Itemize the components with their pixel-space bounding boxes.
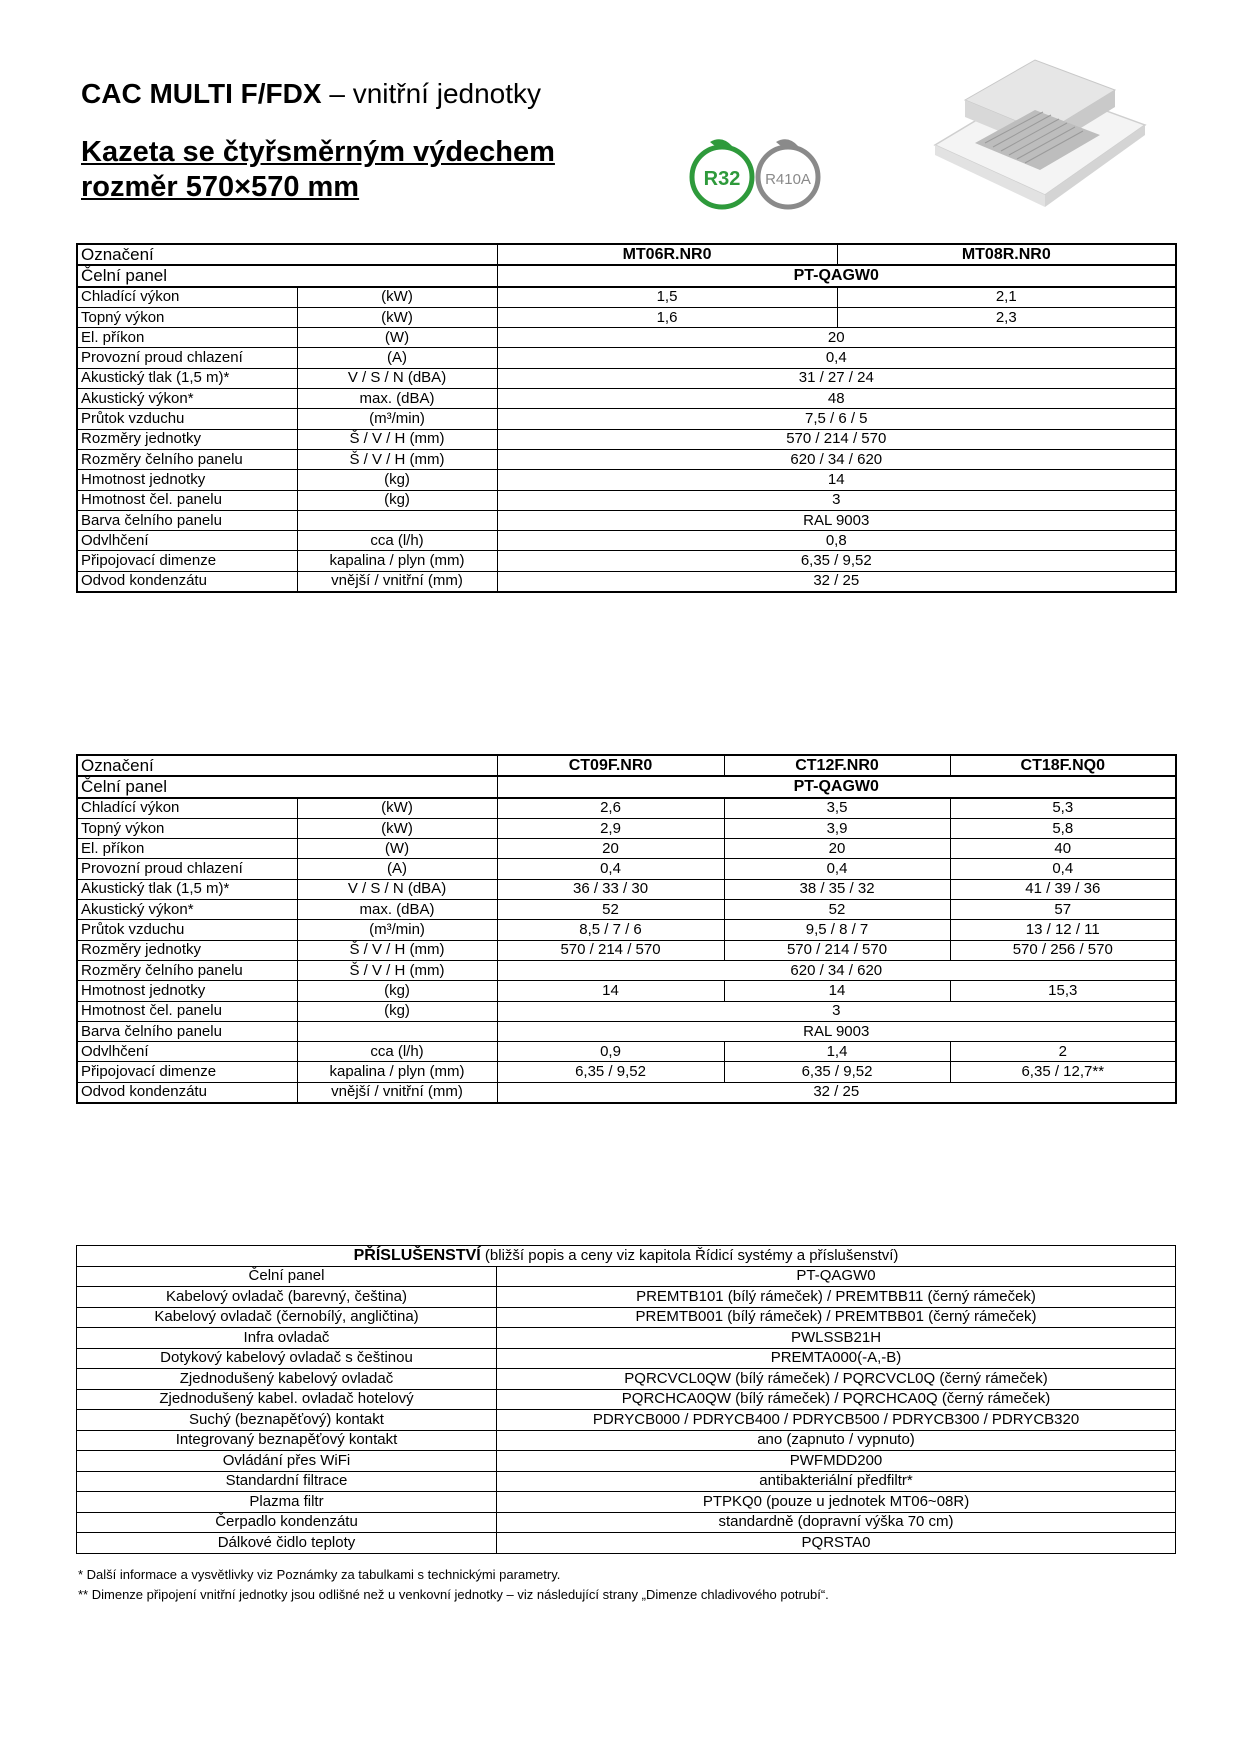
row-label: Odvod kondenzátu	[77, 571, 297, 592]
cell-value: 620 / 34 / 620	[497, 449, 1176, 469]
table-row	[77, 818, 1176, 838]
table-row	[77, 1492, 1176, 1513]
cell-value: 6,35 / 9,52	[497, 551, 1176, 571]
row-unit	[297, 510, 497, 530]
row-unit: Š / V / H (mm)	[297, 429, 497, 449]
accessory-value: antibakteriální předfiltr*	[497, 1471, 1176, 1492]
table-row	[77, 1348, 1176, 1369]
row-label: Připojovací dimenze	[77, 1062, 297, 1082]
row-unit: V / S / N (dBA)	[297, 368, 497, 388]
row-unit: kapalina / plyn (mm)	[297, 551, 497, 571]
table-row	[77, 776, 1176, 797]
cell-value: 0,8	[497, 531, 1176, 551]
cell-value: 6,35 / 9,52	[724, 1062, 950, 1082]
row-label: Provozní proud chlazení	[77, 348, 297, 368]
row-unit: vnější / vnitřní (mm)	[297, 1082, 497, 1103]
cell-value: 32 / 25	[497, 571, 1176, 592]
accessory-name: Standardní filtrace	[77, 1471, 497, 1492]
panel-model: PT-QAGW0	[497, 776, 1176, 797]
model-header: CT09F.NR0	[497, 755, 724, 776]
table-row	[77, 1533, 1176, 1554]
accessory-value: PWLSSB21H	[497, 1328, 1176, 1349]
row-unit: (A)	[297, 348, 497, 368]
cassette-unit-image	[915, 55, 1155, 225]
accessory-name: Dálkové čidlo teploty	[77, 1533, 497, 1554]
cell-value: 2	[950, 1042, 1176, 1062]
row-label: Akustický výkon*	[77, 389, 297, 409]
table-row	[77, 307, 1176, 327]
table-row	[77, 348, 1176, 368]
row-label: El. příkon	[77, 839, 297, 859]
cell-value: 0,4	[950, 859, 1176, 879]
table-row	[77, 859, 1176, 879]
cell-value: 1,4	[724, 1042, 950, 1062]
footnote-2: ** Dimenze připojení vnitřní jednotky jsou odlišné než u venkovní jednotky – viz následující strany „Dimenze chladivového potrubí“.	[78, 1587, 829, 1602]
cell-value: 620 / 34 / 620	[497, 960, 1176, 980]
table-row	[77, 1082, 1176, 1103]
r410a-leaf-icon	[758, 139, 818, 207]
row-label: Průtok vzduchu	[77, 920, 297, 940]
cell-value: 7,5 / 6 / 5	[497, 409, 1176, 429]
cell-value: RAL 9003	[497, 510, 1176, 530]
cell-value: 570 / 214 / 570	[497, 429, 1176, 449]
accessory-value: PQRCVCL0QW (bílý rámeček) / PQRCVCL0Q (černý rámeček)	[497, 1369, 1176, 1390]
cell-value: 0,4	[724, 859, 950, 879]
cell-value: 31 / 27 / 24	[497, 368, 1176, 388]
row-label: Topný výkon	[77, 307, 297, 327]
row-label: Akustický tlak (1,5 m)*	[77, 879, 297, 899]
r32-label: R32	[703, 168, 741, 190]
table-row	[77, 1430, 1176, 1451]
table-row	[77, 1287, 1176, 1308]
accessory-value: PTPKQ0 (pouze u jednotek MT06~08R)	[497, 1492, 1176, 1513]
cell-value: 36 / 33 / 30	[497, 879, 724, 899]
table-row	[77, 1369, 1176, 1390]
row-unit: Š / V / H (mm)	[297, 940, 497, 960]
label-oznaceni: Označení	[77, 755, 497, 776]
row-unit: kapalina / plyn (mm)	[297, 1062, 497, 1082]
table-row	[77, 551, 1176, 571]
table-row	[77, 1021, 1176, 1041]
accessory-name: Infra ovladač	[77, 1328, 497, 1349]
cell-value: 20	[497, 328, 1176, 348]
row-unit: (kW)	[297, 798, 497, 819]
cell-value: 6,35 / 9,52	[497, 1062, 724, 1082]
accessory-value: PREMTB001 (bílý rámeček) / PREMTBB01 (černý rámeček)	[497, 1307, 1176, 1328]
table-row	[77, 531, 1176, 551]
table-row	[77, 328, 1176, 348]
footnotes	[78, 1565, 829, 1605]
accessory-name: Plazma filtr	[77, 1492, 497, 1513]
cell-value: 2,3	[837, 307, 1176, 327]
row-unit: (kW)	[297, 818, 497, 838]
row-unit: vnější / vnitřní (mm)	[297, 571, 497, 592]
row-unit: (W)	[297, 328, 497, 348]
row-unit: (m³/min)	[297, 920, 497, 940]
table-row	[77, 1307, 1176, 1328]
accessories-header	[77, 1246, 1176, 1267]
table-row	[77, 981, 1176, 1001]
cell-value: 0,4	[497, 348, 1176, 368]
accessory-value: PREMTA000(-A,-B)	[497, 1348, 1176, 1369]
accessory-name: Kabelový ovladač (barevný, čeština)	[77, 1287, 497, 1308]
cell-value: 57	[950, 900, 1176, 920]
row-unit: (kg)	[297, 470, 497, 490]
accessory-name: Kabelový ovladač (černobílý, angličtina)	[77, 1307, 497, 1328]
row-label: Provozní proud chlazení	[77, 859, 297, 879]
cell-value: 41 / 39 / 36	[950, 879, 1176, 899]
cell-value: 52	[724, 900, 950, 920]
row-label: Topný výkon	[77, 818, 297, 838]
table-row	[77, 470, 1176, 490]
cell-value: 3	[497, 1001, 1176, 1021]
cell-value: 570 / 214 / 570	[497, 940, 724, 960]
row-unit: cca (l/h)	[297, 1042, 497, 1062]
accessory-name: Suchý (beznapěťový) kontakt	[77, 1410, 497, 1431]
accessory-value: PQRSTA0	[497, 1533, 1176, 1554]
model-header: MT08R.NR0	[837, 244, 1176, 265]
cell-value: 0,9	[497, 1042, 724, 1062]
accessory-name: Zjednodušený kabel. ovladač hotelový	[77, 1389, 497, 1410]
table-row	[77, 879, 1176, 899]
row-unit: cca (l/h)	[297, 531, 497, 551]
row-label: Připojovací dimenze	[77, 551, 297, 571]
row-label: Chladící výkon	[77, 798, 297, 819]
row-label: Odvlhčení	[77, 1042, 297, 1062]
cell-value: 3,9	[724, 818, 950, 838]
table-row	[77, 1410, 1176, 1431]
page-subtitle	[81, 135, 555, 205]
page-title	[81, 78, 541, 110]
table-row	[77, 287, 1176, 308]
cell-value: 15,3	[950, 981, 1176, 1001]
cell-value: 5,3	[950, 798, 1176, 819]
row-unit: max. (dBA)	[297, 389, 497, 409]
row-unit: Š / V / H (mm)	[297, 449, 497, 469]
table-row	[77, 449, 1176, 469]
title-bold: CAC MULTI F/FDX	[81, 78, 322, 109]
table-row	[77, 1001, 1176, 1021]
table-row	[77, 490, 1176, 510]
cell-value: 3,5	[724, 798, 950, 819]
model-header: CT12F.NR0	[724, 755, 950, 776]
table-row	[77, 798, 1176, 819]
cell-value: 5,8	[950, 818, 1176, 838]
r410a-label: R410A	[765, 171, 811, 188]
cell-value: 14	[497, 981, 724, 1001]
table-row	[77, 1389, 1176, 1410]
accessory-name: Čerpadlo kondenzátu	[77, 1512, 497, 1533]
cell-value: 0,4	[497, 859, 724, 879]
subtitle-line-1: Kazeta se čtyřsměrným výdechem	[81, 136, 555, 168]
table-row	[77, 960, 1176, 980]
row-unit: (W)	[297, 839, 497, 859]
row-unit: (kg)	[297, 490, 497, 510]
title-rest: – vnitřní jednotky	[321, 78, 542, 109]
row-label: Odvod kondenzátu	[77, 1082, 297, 1103]
footnote-1: * Další informace a vysvětlivky viz Poznámky za tabulkami s technickými parametry.	[78, 1567, 561, 1582]
subtitle-line-2: rozměr 570×570 mm	[81, 171, 360, 203]
cell-value: 48	[497, 389, 1176, 409]
cell-value: 570 / 214 / 570	[724, 940, 950, 960]
row-label: Hmotnost čel. panelu	[77, 1001, 297, 1021]
table-row	[77, 1512, 1176, 1533]
row-label: Barva čelního panelu	[77, 510, 297, 530]
accessory-value: PREMTB101 (bílý rámeček) / PREMTBB11 (černý rámeček)	[497, 1287, 1176, 1308]
row-unit: (kW)	[297, 307, 497, 327]
accessory-value: standardně (dopravní výška 70 cm)	[497, 1512, 1176, 1533]
table-row	[77, 389, 1176, 409]
label-oznaceni: Označení	[77, 244, 497, 265]
row-unit: (kW)	[297, 287, 497, 308]
accessory-name: Dotykový kabelový ovladač s češtinou	[77, 1348, 497, 1369]
row-label: El. příkon	[77, 328, 297, 348]
cell-value: 3	[497, 490, 1176, 510]
row-unit	[297, 1021, 497, 1041]
table-row	[77, 1328, 1176, 1349]
table-row	[77, 900, 1176, 920]
row-label: Hmotnost jednotky	[77, 470, 297, 490]
table-row	[77, 571, 1176, 592]
table-row	[77, 409, 1176, 429]
cell-value: 6,35 / 12,7**	[950, 1062, 1176, 1082]
table-row	[77, 244, 1176, 265]
cell-value: 38 / 35 / 32	[724, 879, 950, 899]
refrigerant-badges	[688, 138, 828, 214]
cell-value: 52	[497, 900, 724, 920]
row-label: Akustický výkon*	[77, 900, 297, 920]
accessory-value: ano (zapnuto / vypnuto)	[497, 1430, 1176, 1451]
cell-value: 1,5	[497, 287, 837, 308]
row-label: Hmotnost jednotky	[77, 981, 297, 1001]
table-row	[77, 1246, 1176, 1267]
accessory-name: Ovládání přes WiFi	[77, 1451, 497, 1472]
row-label: Hmotnost čel. panelu	[77, 490, 297, 510]
accessory-value: PWFMDD200	[497, 1451, 1176, 1472]
cell-value: 1,6	[497, 307, 837, 327]
accessory-value: PDRYCB000 / PDRYCB400 / PDRYCB500 / PDRYCB300 / PDRYCB320	[497, 1410, 1176, 1431]
accessory-value: PT-QAGW0	[497, 1266, 1176, 1287]
row-unit: V / S / N (dBA)	[297, 879, 497, 899]
cell-value: 14	[497, 470, 1176, 490]
table-row	[77, 755, 1176, 776]
cell-value: 8,5 / 7 / 6	[497, 920, 724, 940]
table-row	[77, 1042, 1176, 1062]
row-label: Rozměry jednotky	[77, 940, 297, 960]
table-row	[77, 265, 1176, 286]
row-label: Akustický tlak (1,5 m)*	[77, 368, 297, 388]
cell-value: 14	[724, 981, 950, 1001]
cell-value: 570 / 256 / 570	[950, 940, 1176, 960]
row-label: Barva čelního panelu	[77, 1021, 297, 1041]
table-row	[77, 1471, 1176, 1492]
row-unit: (kg)	[297, 981, 497, 1001]
row-label: Chladící výkon	[77, 287, 297, 308]
table-row	[77, 368, 1176, 388]
accessories-table	[76, 1245, 1176, 1554]
spec-table-ct	[76, 754, 1177, 1104]
row-unit: max. (dBA)	[297, 900, 497, 920]
cell-value: 13 / 12 / 11	[950, 920, 1176, 940]
cell-value: 2,9	[497, 818, 724, 838]
table-row	[77, 1266, 1176, 1287]
panel-model: PT-QAGW0	[497, 265, 1176, 286]
cell-value: 32 / 25	[497, 1082, 1176, 1103]
accessories-header-rest: (bližší popis a ceny viz kapitola Řídicí systémy a příslušenství)	[480, 1246, 899, 1264]
label-celni-panel: Čelní panel	[77, 265, 497, 286]
table-row	[77, 1062, 1176, 1082]
accessories-header-bold: PŘÍSLUŠENSTVÍ	[353, 1246, 481, 1264]
cell-value: 9,5 / 8 / 7	[724, 920, 950, 940]
table-row	[77, 839, 1176, 859]
row-label: Rozměry jednotky	[77, 429, 297, 449]
row-unit: (m³/min)	[297, 409, 497, 429]
cell-value: 20	[497, 839, 724, 859]
row-label: Rozměry čelního panelu	[77, 960, 297, 980]
r32-leaf-icon	[692, 139, 752, 207]
cell-value: 2,6	[497, 798, 724, 819]
accessory-name: Integrovaný beznapěťový kontakt	[77, 1430, 497, 1451]
spec-table-mt	[76, 243, 1177, 593]
accessory-name: Zjednodušený kabelový ovladač	[77, 1369, 497, 1390]
table-row	[77, 429, 1176, 449]
model-header: CT18F.NQ0	[950, 755, 1176, 776]
model-header: MT06R.NR0	[497, 244, 837, 265]
row-label: Průtok vzduchu	[77, 409, 297, 429]
accessory-name: Čelní panel	[77, 1266, 497, 1287]
accessory-value: PQRCHCA0QW (bílý rámeček) / PQRCHCA0Q (černý rámeček)	[497, 1389, 1176, 1410]
row-label: Odvlhčení	[77, 531, 297, 551]
table-row	[77, 1451, 1176, 1472]
cell-value: RAL 9003	[497, 1021, 1176, 1041]
table-row	[77, 940, 1176, 960]
row-unit: Š / V / H (mm)	[297, 960, 497, 980]
row-label: Rozměry čelního panelu	[77, 449, 297, 469]
cell-value: 20	[724, 839, 950, 859]
row-unit: (kg)	[297, 1001, 497, 1021]
cell-value: 40	[950, 839, 1176, 859]
cell-value: 2,1	[837, 287, 1176, 308]
row-unit: (A)	[297, 859, 497, 879]
table-row	[77, 920, 1176, 940]
table-row	[77, 510, 1176, 530]
label-celni-panel: Čelní panel	[77, 776, 497, 797]
